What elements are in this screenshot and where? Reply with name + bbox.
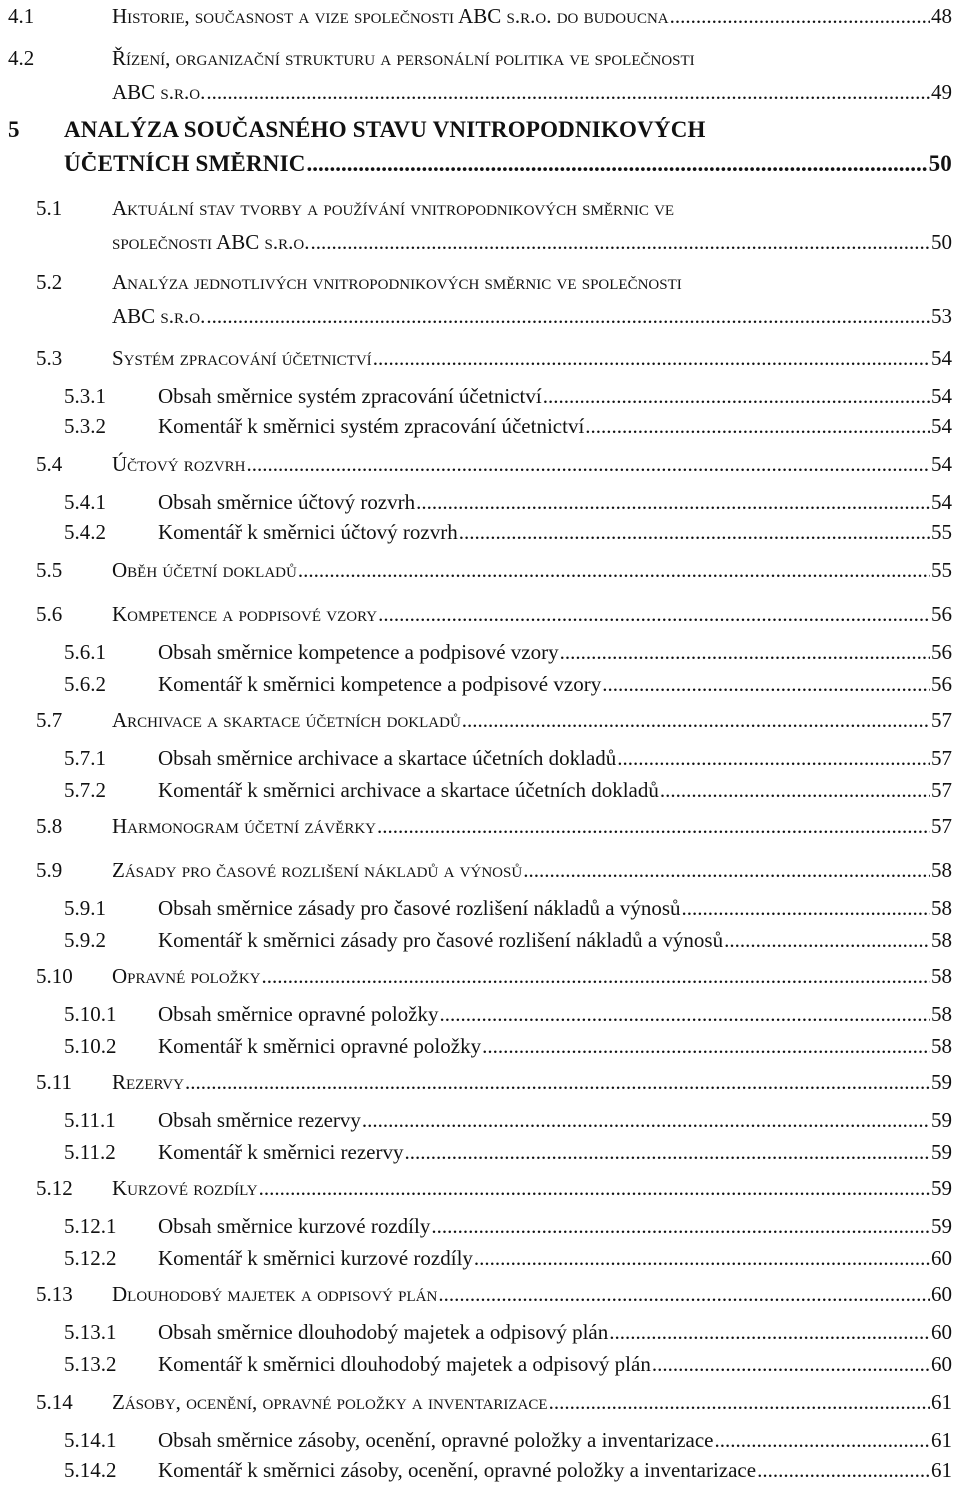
toc-entry-title: Obsah směrnice dlouhodobý majetek a odpisový plán — [158, 1320, 609, 1344]
toc-entry-title: ANALÝZA SOUČASNÉHO STAVU VNITROPODNIKOVÝCH — [64, 117, 706, 142]
toc-entry-page: 57 — [931, 778, 952, 802]
toc-dot-leader — [185, 1070, 930, 1094]
toc-entry-number: 5.14.1 — [64, 1428, 117, 1452]
toc-entry-number: 4.1 — [8, 4, 35, 28]
toc-entry-title: Obsah směrnice kompetence a podpisové vzory — [158, 640, 559, 664]
toc-dot-leader — [660, 778, 930, 802]
toc-dot-leader — [431, 1214, 930, 1238]
toc-entry-title: Komentář k směrnici archivace a skartace účetních dokladů — [158, 778, 659, 802]
toc-entry-title: Archivace a skartace účetních dokladů — [112, 708, 461, 732]
toc-entry-page: 56 — [931, 602, 952, 626]
toc-entry-title: Řízení, organizační strukturu a personální politika ve společnosti — [112, 46, 695, 70]
toc-dot-leader — [404, 1140, 930, 1164]
toc-dot-leader — [377, 814, 930, 838]
toc-dot-leader — [438, 1282, 930, 1306]
toc-entry-number: 5.14.2 — [64, 1458, 117, 1482]
toc-entry-number: 5.7.1 — [64, 746, 106, 770]
toc-entry-page: 60 — [931, 1352, 952, 1376]
toc-entry-title: Komentář k směrnici účtový rozvrh — [158, 520, 458, 544]
toc-entry-page: 59 — [931, 1070, 952, 1094]
toc-dot-leader — [298, 558, 930, 582]
toc-entry-title: Analýza jednotlivých vnitropodnikových směrnic ve společnosti — [112, 270, 682, 294]
toc-entry-page: 60 — [931, 1320, 952, 1344]
toc-entry-title: Aktuální stav tvorby a používání vnitropodnikových směrnic ve — [112, 196, 675, 220]
toc-dot-leader — [560, 640, 930, 664]
toc-entry-number: 5.6 — [36, 602, 63, 626]
toc-entry-title: Obsah směrnice kurzové rozdíly — [158, 1214, 431, 1238]
toc-entry-title: Historie, současnost a vize společnosti ABC s.r.o. do budoucna — [112, 4, 669, 28]
toc-dot-leader — [757, 1458, 930, 1482]
toc-dot-leader — [440, 1002, 931, 1026]
toc-entry-title: Účtový rozvrh — [112, 452, 246, 476]
toc-dot-leader — [416, 490, 930, 514]
toc-entry-number: 5.7.2 — [64, 778, 106, 802]
toc-entry-number: 5.3.2 — [64, 414, 106, 438]
toc-entry-title: Komentář k směrnici opravné položky — [158, 1034, 482, 1058]
toc-entry-page: 54 — [931, 384, 952, 408]
toc-entry-number: 5.10.2 — [64, 1034, 117, 1058]
toc-entry-title: Obsah směrnice systém zpracování účetnictví — [158, 384, 542, 408]
toc-dot-leader — [523, 858, 930, 882]
toc-dot-leader — [715, 1428, 931, 1452]
toc-entry-title: Systém zpracování účetnictví — [112, 346, 372, 370]
toc-entry-title: Rezervy — [112, 1070, 184, 1094]
toc-entry-title: Komentář k směrnici kurzové rozdíly — [158, 1246, 473, 1270]
toc-dot-leader — [724, 928, 930, 952]
toc-entry-number: 5.10 — [36, 964, 73, 988]
toc-entry-page: 58 — [931, 928, 952, 952]
toc-dot-leader — [482, 1034, 930, 1058]
toc-entry-number: 5.4 — [36, 452, 63, 476]
toc-entry-title-continued: ABC s.r.o. — [112, 80, 206, 104]
toc-entry-page: 54 — [931, 346, 952, 370]
toc-entry-number: 5.9 — [36, 858, 63, 882]
toc-entry-number: 5.11.2 — [64, 1140, 116, 1164]
toc-dot-leader — [246, 452, 930, 476]
toc-entry-number: 5.13.1 — [64, 1320, 117, 1344]
toc-entry-number: 5.14 — [36, 1390, 73, 1414]
toc-entry-page: 53 — [931, 304, 952, 328]
toc-dot-leader — [259, 1176, 930, 1200]
toc-entry-title: Komentář k směrnici zásady pro časové rozlišení nákladů a výnosů — [158, 928, 724, 952]
toc-entry-page: 57 — [931, 708, 952, 732]
toc-entry-page: 61 — [931, 1458, 952, 1482]
toc-entry-page: 59 — [931, 1108, 952, 1132]
toc-entry-page: 61 — [931, 1428, 952, 1452]
toc-entry-page: 50 — [931, 230, 952, 254]
toc-entry-number: 5.13.2 — [64, 1352, 117, 1376]
toc-entry-number: 5.12.2 — [64, 1246, 117, 1270]
toc-entry-page: 57 — [931, 746, 952, 770]
toc-entry-number: 5.6.2 — [64, 672, 106, 696]
toc-entry-page: 58 — [931, 964, 952, 988]
toc-entry-number: 4.2 — [8, 46, 35, 70]
toc-entry-number: 5.2 — [36, 270, 63, 294]
toc-dot-leader — [549, 1390, 930, 1414]
toc-entry-number: 5.12.1 — [64, 1214, 117, 1238]
toc-entry-title: Komentář k směrnici zásoby, ocenění, opravné položky a inventarizace — [158, 1458, 757, 1482]
toc-entry-page: 54 — [931, 414, 952, 438]
toc-entry-page: 59 — [931, 1176, 952, 1200]
toc-entry-title: Oběh účetní dokladů — [112, 558, 297, 582]
toc-entry-number: 5.3.1 — [64, 384, 106, 408]
toc-dot-leader — [670, 4, 930, 28]
toc-entry-page: 54 — [931, 490, 952, 514]
toc-entry-number: 5.6.1 — [64, 640, 106, 664]
toc-entry-page: 48 — [931, 4, 952, 28]
toc-dot-leader — [378, 602, 930, 626]
toc-entry-page: 56 — [931, 640, 952, 664]
toc-entry-number: 5.4.2 — [64, 520, 106, 544]
toc-entry-title: Obsah směrnice opravné položky — [158, 1002, 439, 1026]
toc-entry-page: 58 — [931, 858, 952, 882]
toc-entry-page: 56 — [931, 672, 952, 696]
toc-entry-page: 59 — [931, 1140, 952, 1164]
toc-dot-leader — [307, 152, 928, 176]
toc-dot-leader — [362, 1108, 930, 1132]
toc-entry-title-continued: ABC s.r.o. — [112, 304, 206, 328]
toc-entry-number: 5.10.1 — [64, 1002, 117, 1026]
toc-entry-title: Kurzové rozdíly — [112, 1176, 258, 1200]
toc-entry-title: Zásady pro časové rozlišení nákladů a výnosů — [112, 858, 523, 882]
toc-entry-number: 5.11.1 — [64, 1108, 116, 1132]
toc-dot-leader — [206, 80, 930, 104]
toc-dot-leader — [474, 1246, 930, 1270]
toc-entry-number: 5.7 — [36, 708, 63, 732]
toc-entry-number: 5.8 — [36, 814, 63, 838]
toc-dot-leader — [206, 304, 930, 328]
toc-entry-title: Harmonogram účetní závěrky — [112, 814, 376, 838]
toc-entry-number: 5.1 — [36, 196, 63, 220]
toc-entry-title: Obsah směrnice zásady pro časové rozlišení nákladů a výnosů — [158, 896, 681, 920]
toc-entry-title: Kompetence a podpisové vzory — [112, 602, 378, 626]
toc-entry-number: 5.3 — [36, 346, 63, 370]
toc-entry-title: Obsah směrnice rezervy — [158, 1108, 361, 1132]
toc-entry-title: Obsah směrnice archivace a skartace účetních dokladů — [158, 746, 617, 770]
toc-entry-page: 50 — [928, 152, 952, 176]
toc-entry-title: Komentář k směrnici systém zpracování účetnictví — [158, 414, 585, 438]
toc-entry-number: 5.11 — [36, 1070, 72, 1094]
toc-entry-title: Obsah směrnice účtový rozvrh — [158, 490, 416, 514]
toc-dot-leader — [262, 964, 931, 988]
toc-entry-number: 5.12 — [36, 1176, 73, 1200]
toc-entry-page: 59 — [931, 1214, 952, 1238]
toc-entry-number: 5.4.1 — [64, 490, 106, 514]
toc-entry-title-continued: společnosti ABC s.r.o. — [112, 230, 310, 254]
toc-dot-leader — [543, 384, 930, 408]
toc-entry-number: 5.5 — [36, 558, 63, 582]
toc-dot-leader — [609, 1320, 930, 1344]
toc-entry-page: 49 — [931, 80, 952, 104]
toc-dot-leader — [617, 746, 930, 770]
toc-dot-leader — [310, 230, 930, 254]
toc-entry-number: 5.13 — [36, 1282, 73, 1306]
toc-dot-leader — [602, 672, 930, 696]
toc-entry-page: 55 — [931, 558, 952, 582]
toc-entry-title: Komentář k směrnici dlouhodobý majetek a odpisový plán — [158, 1352, 651, 1376]
toc-entry-title: Opravné položky — [112, 964, 261, 988]
toc-entry-title: Dlouhodobý majetek a odpisový plán — [112, 1282, 438, 1306]
toc-entry-title: Komentář k směrnici rezervy — [158, 1140, 404, 1164]
toc-entry-page: 58 — [931, 1002, 952, 1026]
toc-entry-title: Komentář k směrnici kompetence a podpisové vzory — [158, 672, 602, 696]
toc-entry-page: 60 — [931, 1282, 952, 1306]
toc-dot-leader — [462, 708, 930, 732]
toc-entry-page: 61 — [931, 1390, 952, 1414]
toc-entry-title: Zásoby, ocenění, opravné položky a inventarizace — [112, 1390, 548, 1414]
toc-entry-page: 54 — [931, 452, 952, 476]
toc-dot-leader — [373, 346, 930, 370]
toc-entry-page: 57 — [931, 814, 952, 838]
toc-dot-leader — [585, 414, 930, 438]
toc-dot-leader — [682, 896, 931, 920]
toc-entry-page: 58 — [931, 896, 952, 920]
toc-entry-number: 5.9.2 — [64, 928, 106, 952]
toc-entry-title: Obsah směrnice zásoby, ocenění, opravné položky a inventarizace — [158, 1428, 714, 1452]
toc-dot-leader — [652, 1352, 930, 1376]
toc-entry-page: 55 — [931, 520, 952, 544]
toc-entry-number: 5.9.1 — [64, 896, 106, 920]
toc-entry-number: 5 — [8, 117, 20, 142]
toc-dot-leader — [459, 520, 930, 544]
toc-entry-title-continued: ÚČETNÍCH SMĚRNIC — [64, 152, 306, 176]
toc-entry-page: 60 — [931, 1246, 952, 1270]
toc-entry-page: 58 — [931, 1034, 952, 1058]
